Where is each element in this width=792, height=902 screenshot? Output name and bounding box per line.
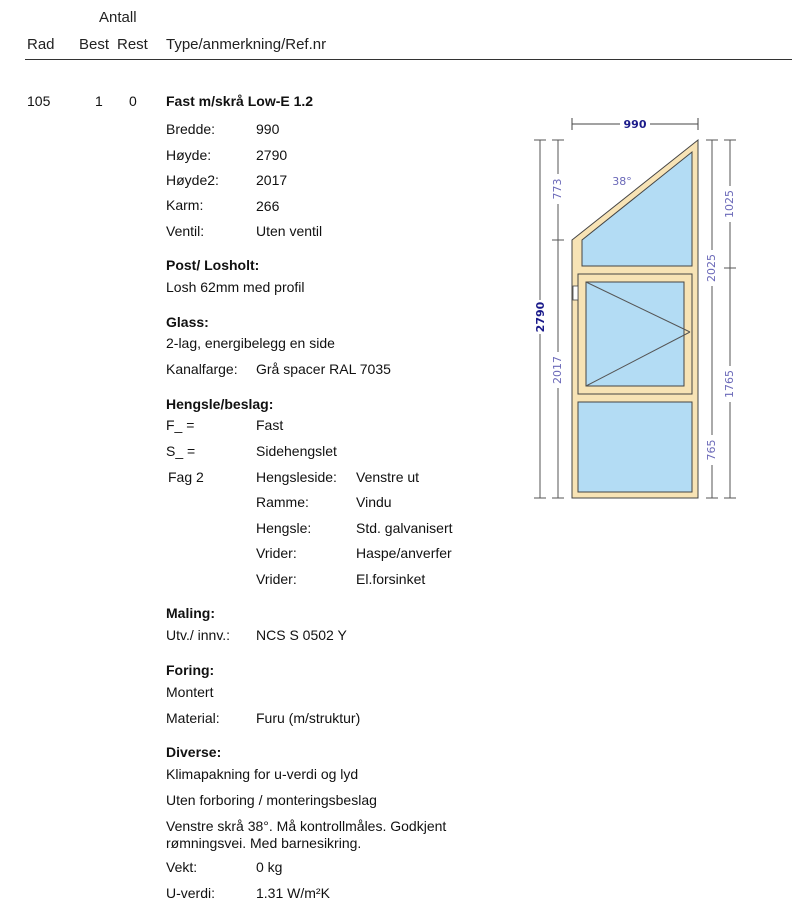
post-heading: Post/ Losholt:	[166, 257, 260, 273]
header-best: Best	[79, 36, 110, 53]
hengsle-item-label: Ramme:	[256, 494, 309, 510]
hengsle-item-label: Vrider:	[256, 571, 297, 587]
diverse-heading: Diverse:	[166, 744, 222, 760]
hengsle-item-value: El.forsinket	[356, 571, 426, 587]
f-value: Fast	[256, 417, 284, 433]
hengsle-item-label: Hengsleside:	[256, 469, 337, 485]
dim-label-ventil: Ventil:	[166, 223, 205, 239]
material-value: Furu (m/struktur)	[256, 710, 361, 726]
vekt-value: 0 kg	[256, 859, 283, 875]
header-antall: Antall	[99, 9, 137, 26]
dim-value-hoyde: 2790	[256, 147, 288, 163]
diverse-line: Uten forboring / monteringsbeslag	[166, 792, 377, 808]
dim-value-hoyde2: 2017	[256, 172, 288, 188]
header-rad: Rad	[27, 36, 55, 53]
hengsle-item-value: Venstre ut	[356, 469, 420, 485]
diverse-line: Venstre skrå 38°. Må kontrollmåles. Godkjent	[166, 818, 447, 834]
glass-pane-top	[582, 152, 692, 266]
hinge-icon	[573, 286, 578, 300]
kanal-value: Grå spacer RAL 7035	[256, 361, 391, 377]
right-bottom-label: 765	[705, 439, 718, 461]
maling-value: NCS S 0502 Y	[256, 627, 347, 643]
s-label: S_ =	[166, 443, 196, 459]
diverse-line: rømningsvei. Med barnesikring.	[166, 835, 362, 851]
right-dimensions	[705, 140, 737, 498]
dim-label-hoyde2: Høyde2:	[166, 172, 219, 188]
fag-label: Fag 2	[168, 469, 204, 485]
glass-pane-middle	[586, 282, 684, 386]
glass-heading: Glass:	[166, 314, 209, 330]
post-value: Losh 62mm med profil	[166, 279, 305, 295]
left-dimensions	[533, 140, 565, 498]
hengsle-item-label: Vrider:	[256, 545, 297, 561]
window-drawing	[530, 110, 792, 510]
left-bottom-label: 2017	[551, 356, 564, 384]
header-type: Type/anmerkning/Ref.nr	[166, 36, 327, 53]
width-label: 990	[623, 118, 647, 131]
dim-value-bredde: 990	[256, 121, 280, 137]
dim-label-hoyde: Høyde:	[166, 147, 212, 163]
glass-value: 2-lag, energibelegg en side	[166, 335, 335, 351]
dim-value-ventil: Uten ventil	[256, 223, 323, 239]
width-dimension	[572, 118, 698, 131]
right-low-label: 1765	[723, 370, 736, 398]
header-divider	[25, 59, 792, 60]
foring-heading: Foring:	[166, 662, 215, 678]
diverse-line: Klimapakning for u-verdi og lyd	[166, 766, 359, 782]
right-mid-label: 2025	[705, 254, 718, 282]
hengsle-item-label: Hengsle:	[256, 520, 312, 536]
left-top-label: 773	[551, 178, 564, 200]
maling-heading: Maling:	[166, 605, 215, 621]
s-value: Sidehengslet	[256, 443, 337, 459]
u-verdi-label: U-verdi:	[166, 885, 216, 901]
hengsle-item-value: Vindu	[356, 494, 392, 510]
u-verdi-value: 1.31 W/m²K	[256, 885, 330, 901]
dim-label-karm: Karm:	[166, 197, 204, 213]
kanal-label: Kanalfarge:	[166, 361, 238, 377]
angle-label: 38°	[612, 175, 632, 188]
header-rest: Rest	[117, 36, 148, 53]
dim-value-karm: 266	[256, 198, 280, 214]
maling-label: Utv./ innv.:	[166, 627, 231, 643]
height-label: 2790	[534, 301, 547, 333]
row-rest: 0	[129, 93, 137, 109]
material-label: Material:	[166, 710, 220, 726]
hengsle-item-value: Std. galvanisert	[356, 520, 453, 536]
foring-value: Montert	[166, 684, 214, 700]
hengsle-item-value: Haspe/anverfer	[356, 545, 452, 561]
row-best: 1	[95, 93, 103, 109]
row-title: Fast m/skrå Low-E 1.2	[166, 93, 314, 109]
row-rad: 105	[27, 93, 51, 109]
f-label: F_ =	[166, 417, 195, 433]
vekt-label: Vekt:	[166, 859, 198, 875]
right-top-label: 1025	[723, 190, 736, 218]
hengsle-heading: Hengsle/beslag:	[166, 396, 274, 412]
glass-pane-bottom	[578, 402, 692, 492]
dim-label-bredde: Bredde:	[166, 121, 216, 137]
